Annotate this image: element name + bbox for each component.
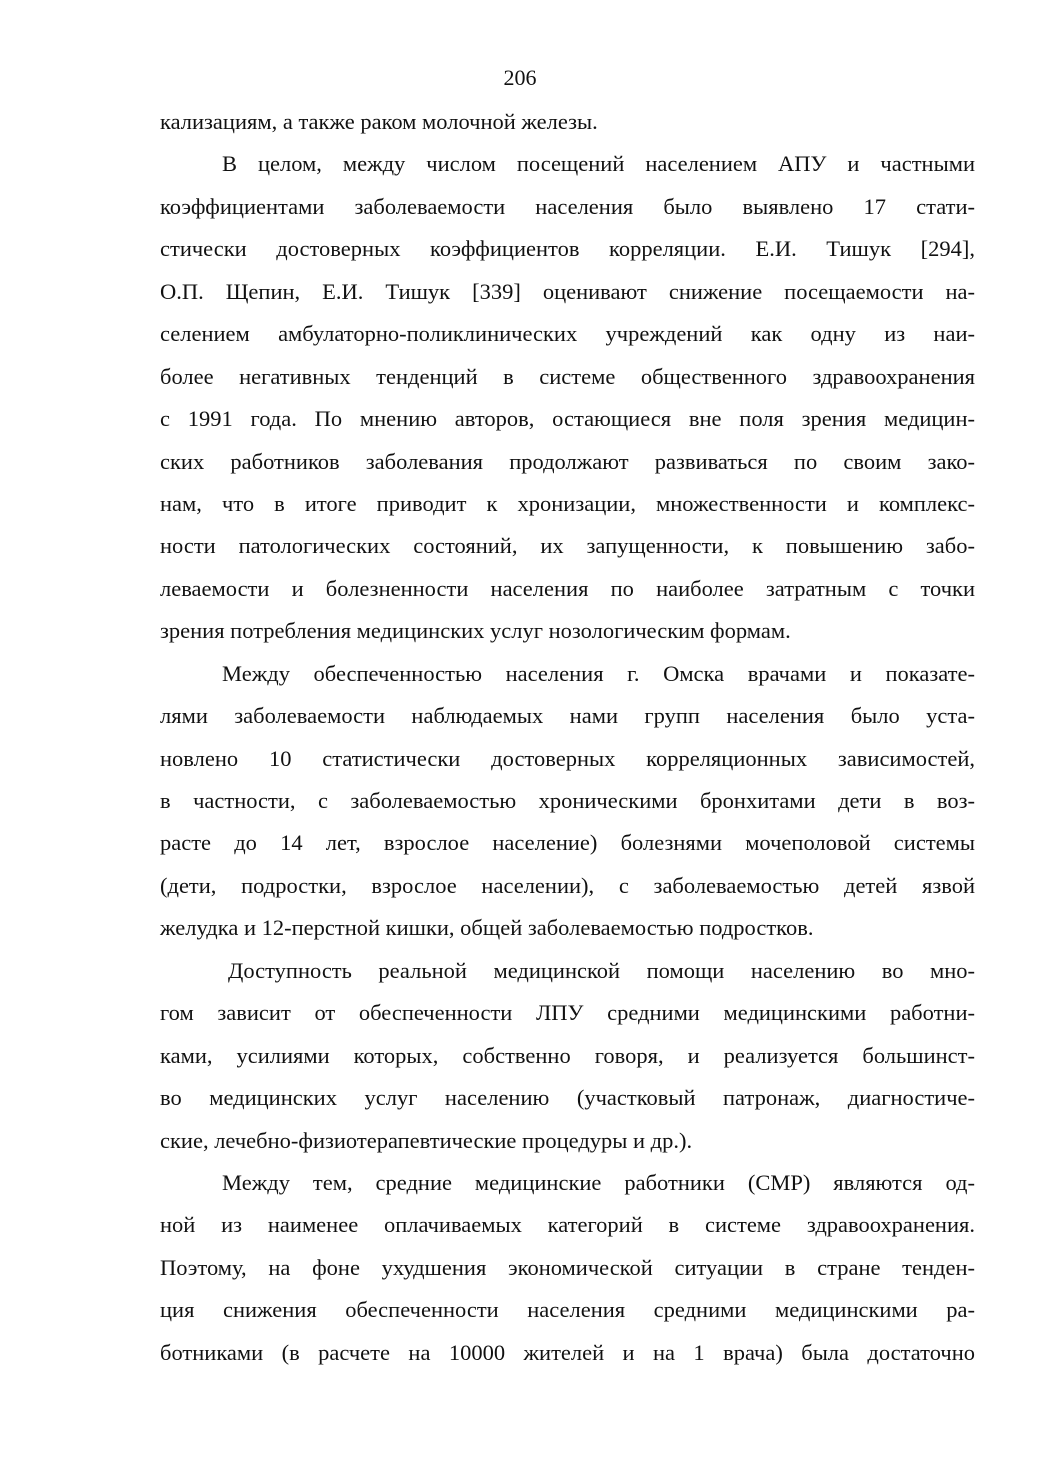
- body-text: [160, 101, 975, 1374]
- text-line: ских работников заболевания продолжают развиваться по своим зако-: [160, 448, 975, 474]
- text-line: кализациям, а также раком молочной железы.: [160, 109, 598, 134]
- text-line: ские, лечебно-физиотерапевтические процедуры и др.).: [160, 1127, 693, 1153]
- text-line: селением амбулаторно-поликлинических учреждений как одну из наи-: [160, 321, 975, 347]
- text-line: нам, что в итоге приводит к хронизации, множественности и комплекс-: [160, 490, 975, 516]
- text-line: ботниками (в расчете на 10000 жителей и на 1 врача) была достаточно: [160, 1339, 975, 1365]
- text-line: гом зависит от обеспеченности ЛПУ средними медицинскими работни-: [160, 1000, 975, 1026]
- text-line: В целом, между числом посещений населением АПУ и частными: [222, 151, 975, 177]
- text-line: Между тем, средние медицинские работники (СМР) являются од-: [222, 1169, 975, 1195]
- text-line: ками, усилиями которых, собственно говоря, и реализуется большинст-: [160, 1042, 975, 1068]
- text-line: новлено 10 статистически достоверных корреляционных зависимостей,: [160, 745, 975, 771]
- text-line: стически достоверных коэффициентов корреляции. Е.И. Тишук [294],: [160, 236, 975, 262]
- text-line: лями заболеваемости наблюдаемых нами групп населения было уста-: [160, 703, 975, 729]
- page-number: 206: [503, 65, 537, 90]
- text-line: желудка и 12-перстной кишки, общей заболеваемостью подростков.: [160, 915, 814, 941]
- text-line: с 1991 года. По мнению авторов, остающиеся вне поля зрения медицин-: [160, 406, 975, 432]
- text-line: (дети, подростки, взрослое населении), с заболеваемостью детей язвой: [160, 872, 975, 898]
- text-line: более негативных тенденций в системе общественного здравоохранения: [160, 363, 975, 389]
- text-line: коэффициентами заболеваемости населения было выявлено 17 стати-: [160, 193, 975, 219]
- text-line: ной из наименее оплачиваемых категорий в системе здравоохранения.: [160, 1212, 975, 1238]
- text-line: ция снижения обеспеченности населения средними медицинскими ра-: [160, 1297, 975, 1323]
- text-line: во медицинских услуг населению (участковый патронаж, диагностиче-: [160, 1085, 975, 1111]
- text-line: в частности, с заболеваемостью хроническими бронхитами дети в воз-: [160, 788, 975, 813]
- text-line: Поэтому, на фоне ухудшения экономической ситуации в стране тенден-: [160, 1254, 975, 1280]
- text-line: зрения потребления медицинских услуг нозологическим формам.: [160, 618, 791, 644]
- text-line: расте до 14 лет, взрослое население) болезнями мочеполовой системы: [160, 830, 975, 856]
- text-line: ности патологических состояний, их запущенности, к повышению забо-: [160, 533, 975, 559]
- text-line: леваемости и болезненности населения по наиболее затратным с точки: [160, 575, 975, 601]
- text-line: Доступность реальной медицинской помощи населению во мно-: [228, 957, 975, 983]
- text-line: О.П. Щепин, Е.И. Тишук [339] оценивают снижение посещаемости на-: [160, 278, 975, 304]
- text-line: Между обеспеченностью населения г. Омска врачами и показате-: [222, 660, 975, 686]
